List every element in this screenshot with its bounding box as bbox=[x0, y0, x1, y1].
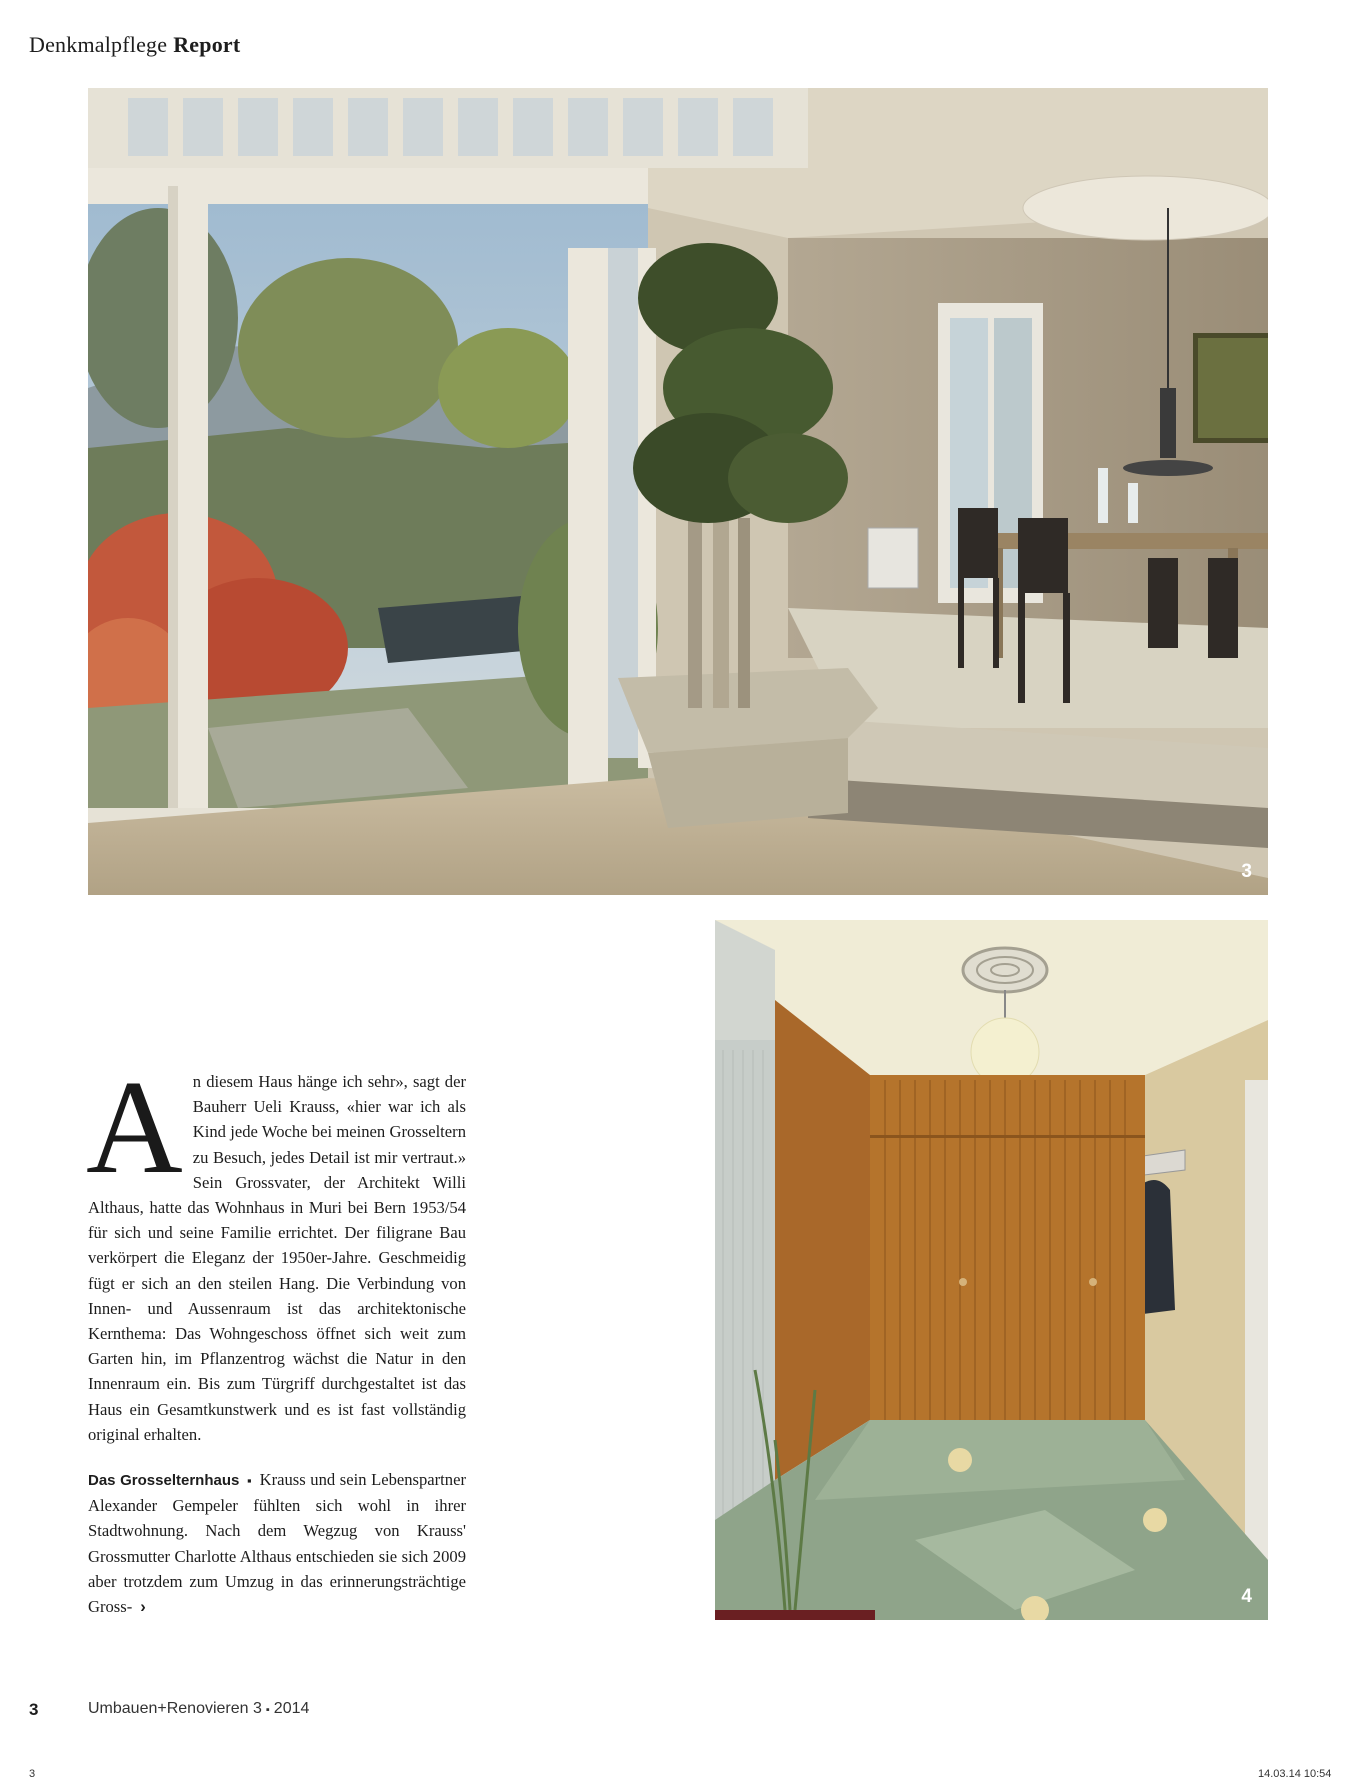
article-paragraph-1: n diesem Haus hänge ich sehr», sagt der Bauherr Ueli Krauss, «hier war ich als Kind jede Woche bei meinen Grosseltern zu Besuch, jedes Detail ist mir vertraut.» Sein Grossvater, der Architekt Willi Althaus, hatte das Wohnhaus in Muri bei Bern 1953/54 für sich und seine Familie errichtet. Der filigrane Bau verkörpert die Eleganz der 1950er-Jahre. Geschmeidig fügt er sich an den steilen Hang. Die Verbindung von Innen- und Aussenraum ist das architektonische Kernthema: Das Wohngeschoss öffnet sich weit zum Garten hin, im Pflanzentrog wächst die Natur in den Innenraum ein. Bis zum Türgriff durchgestaltet ist das Haus ein Gesamtkunstwerk und es ist fast vollständig original erhalten. bbox=[88, 1072, 466, 1444]
header-section-bold: Report bbox=[173, 32, 241, 57]
subhead-bullet: ▪ bbox=[246, 1473, 252, 1489]
living-room-illustration bbox=[88, 88, 1268, 895]
running-header bbox=[29, 32, 240, 58]
publication-line bbox=[88, 1700, 309, 1718]
print-mark-timestamp: 14.03.14 10:54 bbox=[1258, 1768, 1332, 1780]
article-body bbox=[86, 1053, 466, 1619]
header-section: Denkmalpflege bbox=[29, 32, 168, 57]
entrance-hall-illustration bbox=[715, 920, 1268, 1620]
publication-separator: ▪ bbox=[265, 1704, 270, 1716]
photo-number-3: 3 bbox=[1241, 861, 1252, 882]
print-mark-page: 3 bbox=[29, 1768, 36, 1780]
drop-cap: A bbox=[86, 1053, 183, 1201]
photo-entrance-hall bbox=[715, 920, 1268, 1620]
article-paragraph-2-text: Krauss und sein Lebenspartner Alexander Gempeler fühlten sich wohl in ihrer Stadtwohnung. Nach dem Wegzug von Krauss' Grossmutter Charlotte Althaus entschieden sie sich 2009 aber trotzdem zum Umzug in das erinnerungsträchtige Gross- bbox=[88, 1470, 466, 1617]
page-number: 3 bbox=[29, 1700, 39, 1719]
publication-year: 2014 bbox=[273, 1700, 310, 1717]
photo-living-room bbox=[88, 88, 1268, 895]
continue-arrow-icon: › bbox=[140, 1597, 146, 1617]
photo-number-4: 4 bbox=[1241, 1586, 1252, 1607]
article-subhead: Das Grosselternhaus bbox=[88, 1472, 240, 1490]
article-paragraph-2 bbox=[88, 1467, 466, 1619]
publication-name: Umbauen+Renovieren 3 bbox=[88, 1700, 262, 1717]
